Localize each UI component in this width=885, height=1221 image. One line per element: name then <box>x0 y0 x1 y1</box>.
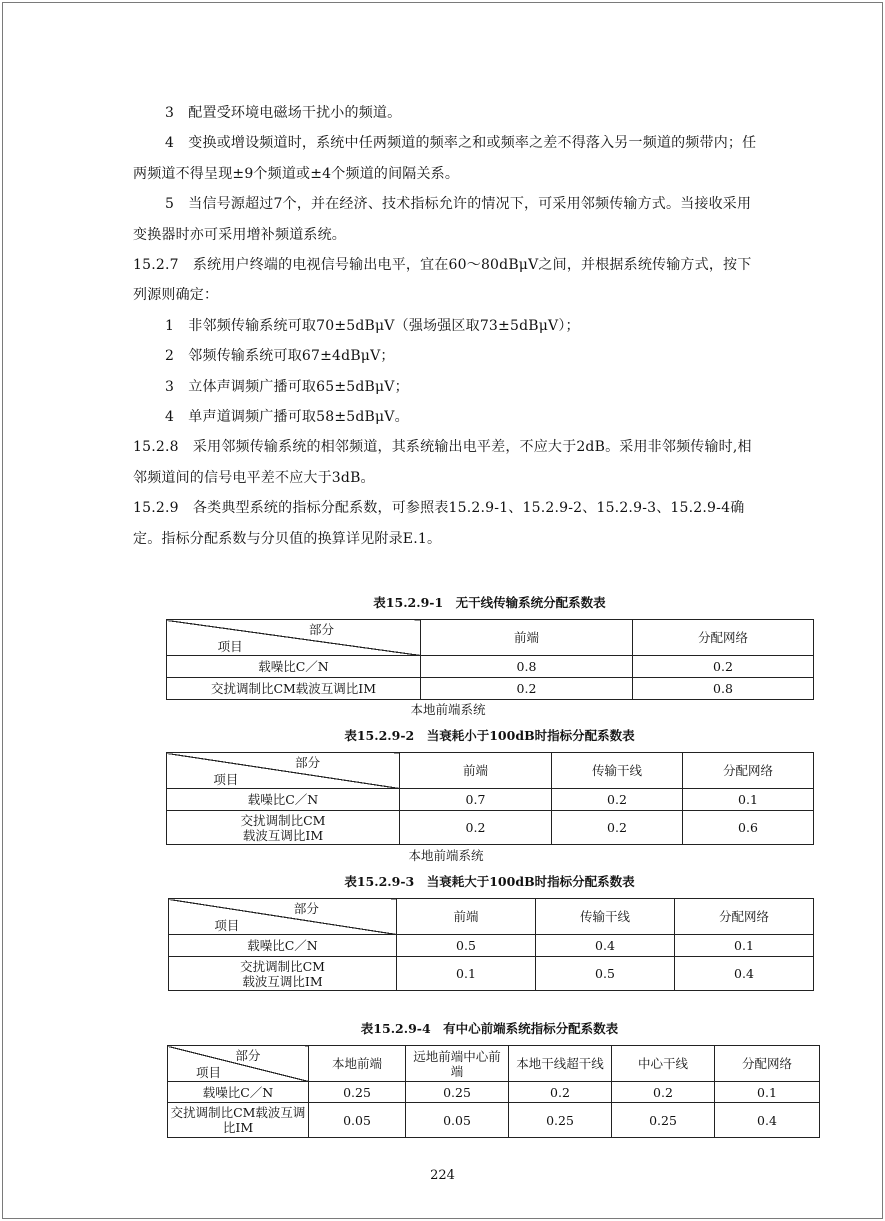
paragraph: 3 配置受环境电磁场干扰小的频道。 <box>165 105 402 121</box>
clause-15-2-9: 15.2.9 各类典型系统的指标分配系数，可参照表15.2.9-1、15.2.9-2、15.2.9-3、15.2.9-4确定。指标分配系数与分贝值的换算详见附录E.1。 <box>133 500 745 547</box>
column-header: 本地干线超干线 <box>509 1046 612 1082</box>
row-label-line: 交扰调制比CM <box>240 812 326 828</box>
corner-bottom-label: 项目 <box>217 639 243 654</box>
paragraph: 2 邻频传输系统可取67±4dBμV； <box>165 348 395 365</box>
corner-top-label: 部分 <box>293 901 319 916</box>
table-cell: 0.8 <box>421 656 633 678</box>
paragraph: 4 变换或增设频道时，系统中任两频道的频率之和或频率之差不得落入另一频道的频带内；任两频道不得呈现±9个频道或±4个频道的间隔关系。 <box>133 135 757 182</box>
table-cell: 0.1 <box>675 935 814 957</box>
row-label: 交扰调制比CM载波互调比IM <box>168 1103 309 1138</box>
table-cell: 0.6 <box>683 811 814 845</box>
row-label: 交扰调制比CM载波互调比IM <box>167 678 421 700</box>
table-cell: 0.1 <box>715 1082 820 1103</box>
table-cell: 0.2 <box>552 811 683 845</box>
table-cell: 0.5 <box>397 935 536 957</box>
column-header: 分配网络 <box>683 753 814 789</box>
paragraph: 1 非邻频传输系统可取70±5dBμV（强场强区取73±5dBμV）； <box>165 317 580 334</box>
row-label: 载噪比C／N <box>167 789 400 811</box>
corner-bottom-label: 项目 <box>213 772 239 787</box>
column-header: 远地前端中心前端 <box>406 1046 509 1082</box>
corner-top-label: 部分 <box>308 622 334 637</box>
row-label: 载噪比C／N <box>168 1082 309 1103</box>
corner-top-label: 部分 <box>235 1048 261 1063</box>
row-label-line: 载波互调比IM <box>242 827 324 843</box>
table-cell: 0.05 <box>406 1103 509 1138</box>
paragraph: 3 立体声调频广播可取65±5dBμV； <box>165 378 409 395</box>
corner-bottom-label: 项目 <box>196 1065 222 1080</box>
column-header: 前端 <box>421 620 633 656</box>
table-4-caption: 表15.2.9-4 有中心前端系统指标分配系数表 <box>360 1021 619 1036</box>
table-3 <box>168 898 814 991</box>
table-cell: 0.1 <box>683 789 814 811</box>
table-cell: 0.4 <box>675 957 814 991</box>
table-cell: 0.1 <box>397 957 536 991</box>
column-header: 中心干线 <box>612 1046 715 1082</box>
table-2-note: 本地前端系统 <box>408 848 484 863</box>
body-text <box>133 98 763 554</box>
paragraph: 5 当信号源超过7个，并在经济、技术指标允许的情况下，可采用邻频传输方式。当接收采用变换器时亦可采用增补频道系统。 <box>133 196 752 243</box>
table-cell: 0.2 <box>509 1082 612 1103</box>
paragraph: 4 单声道调频广播可取58±5dBμV。 <box>165 409 409 426</box>
column-header: 传输干线 <box>552 753 683 789</box>
table-cell: 0.4 <box>536 935 675 957</box>
column-header: 传输干线 <box>536 899 675 935</box>
table-cell: 0.4 <box>715 1103 820 1138</box>
table-2-caption: 表15.2.9-2 当衰耗小于100dB时指标分配系数表 <box>344 728 635 743</box>
table-cell: 0.25 <box>406 1082 509 1103</box>
table-cell: 0.25 <box>309 1082 406 1103</box>
row-label: 载噪比C／N <box>167 656 421 678</box>
table-cell: 0.5 <box>536 957 675 991</box>
table-cell: 0.8 <box>633 678 814 700</box>
table-corner-cell <box>167 620 421 656</box>
column-header: 分配网络 <box>675 899 814 935</box>
row-label <box>169 957 397 991</box>
table-cell: 0.25 <box>612 1103 715 1138</box>
table-corner-cell <box>169 899 397 935</box>
table-cell: 0.05 <box>309 1103 406 1138</box>
table-3-caption: 表15.2.9-3 当衰耗大于100dB时指标分配系数表 <box>344 874 635 889</box>
table-corner-cell <box>168 1046 309 1082</box>
clause-15-2-8: 15.2.8 采用邻频传输系统的相邻频道，其系统输出电平差，不应大于2dB。采用非邻频传输时,相邻频道间的信号电平差不应大于3dB。 <box>133 439 752 486</box>
table-4 <box>167 1045 820 1138</box>
column-header: 本地前端 <box>309 1046 406 1082</box>
table-cell: 0.2 <box>552 789 683 811</box>
corner-bottom-label: 项目 <box>214 918 240 933</box>
table-cell: 0.2 <box>633 656 814 678</box>
table-1-caption: 表15.2.9-1 无干线传输系统分配系数表 <box>373 595 606 610</box>
row-label <box>167 811 400 845</box>
row-label-line: 载波互调比IM <box>242 973 323 989</box>
column-header: 前端 <box>397 899 536 935</box>
row-label-line: 交扰调制比CM <box>240 958 325 974</box>
table-cell: 0.2 <box>612 1082 715 1103</box>
table-1 <box>166 619 814 700</box>
page-number: 224 <box>430 1168 455 1183</box>
table-2 <box>166 752 814 845</box>
table-cell: 0.7 <box>400 789 552 811</box>
table-cell: 0.2 <box>421 678 633 700</box>
clause-15-2-7: 15.2.7 系统用户终端的电视信号输出电平，宜在60～80dBμV之间，并根据系统传输方式，按下列源则确定： <box>133 257 752 304</box>
table-1-note: 本地前端系统 <box>410 702 486 717</box>
column-header: 前端 <box>400 753 552 789</box>
column-header: 分配网络 <box>715 1046 820 1082</box>
table-corner-cell <box>167 753 400 789</box>
table-cell: 0.2 <box>400 811 552 845</box>
row-label: 载噪比C／N <box>169 935 397 957</box>
column-header: 分配网络 <box>633 620 814 656</box>
table-cell: 0.25 <box>509 1103 612 1138</box>
corner-top-label: 部分 <box>295 755 321 770</box>
